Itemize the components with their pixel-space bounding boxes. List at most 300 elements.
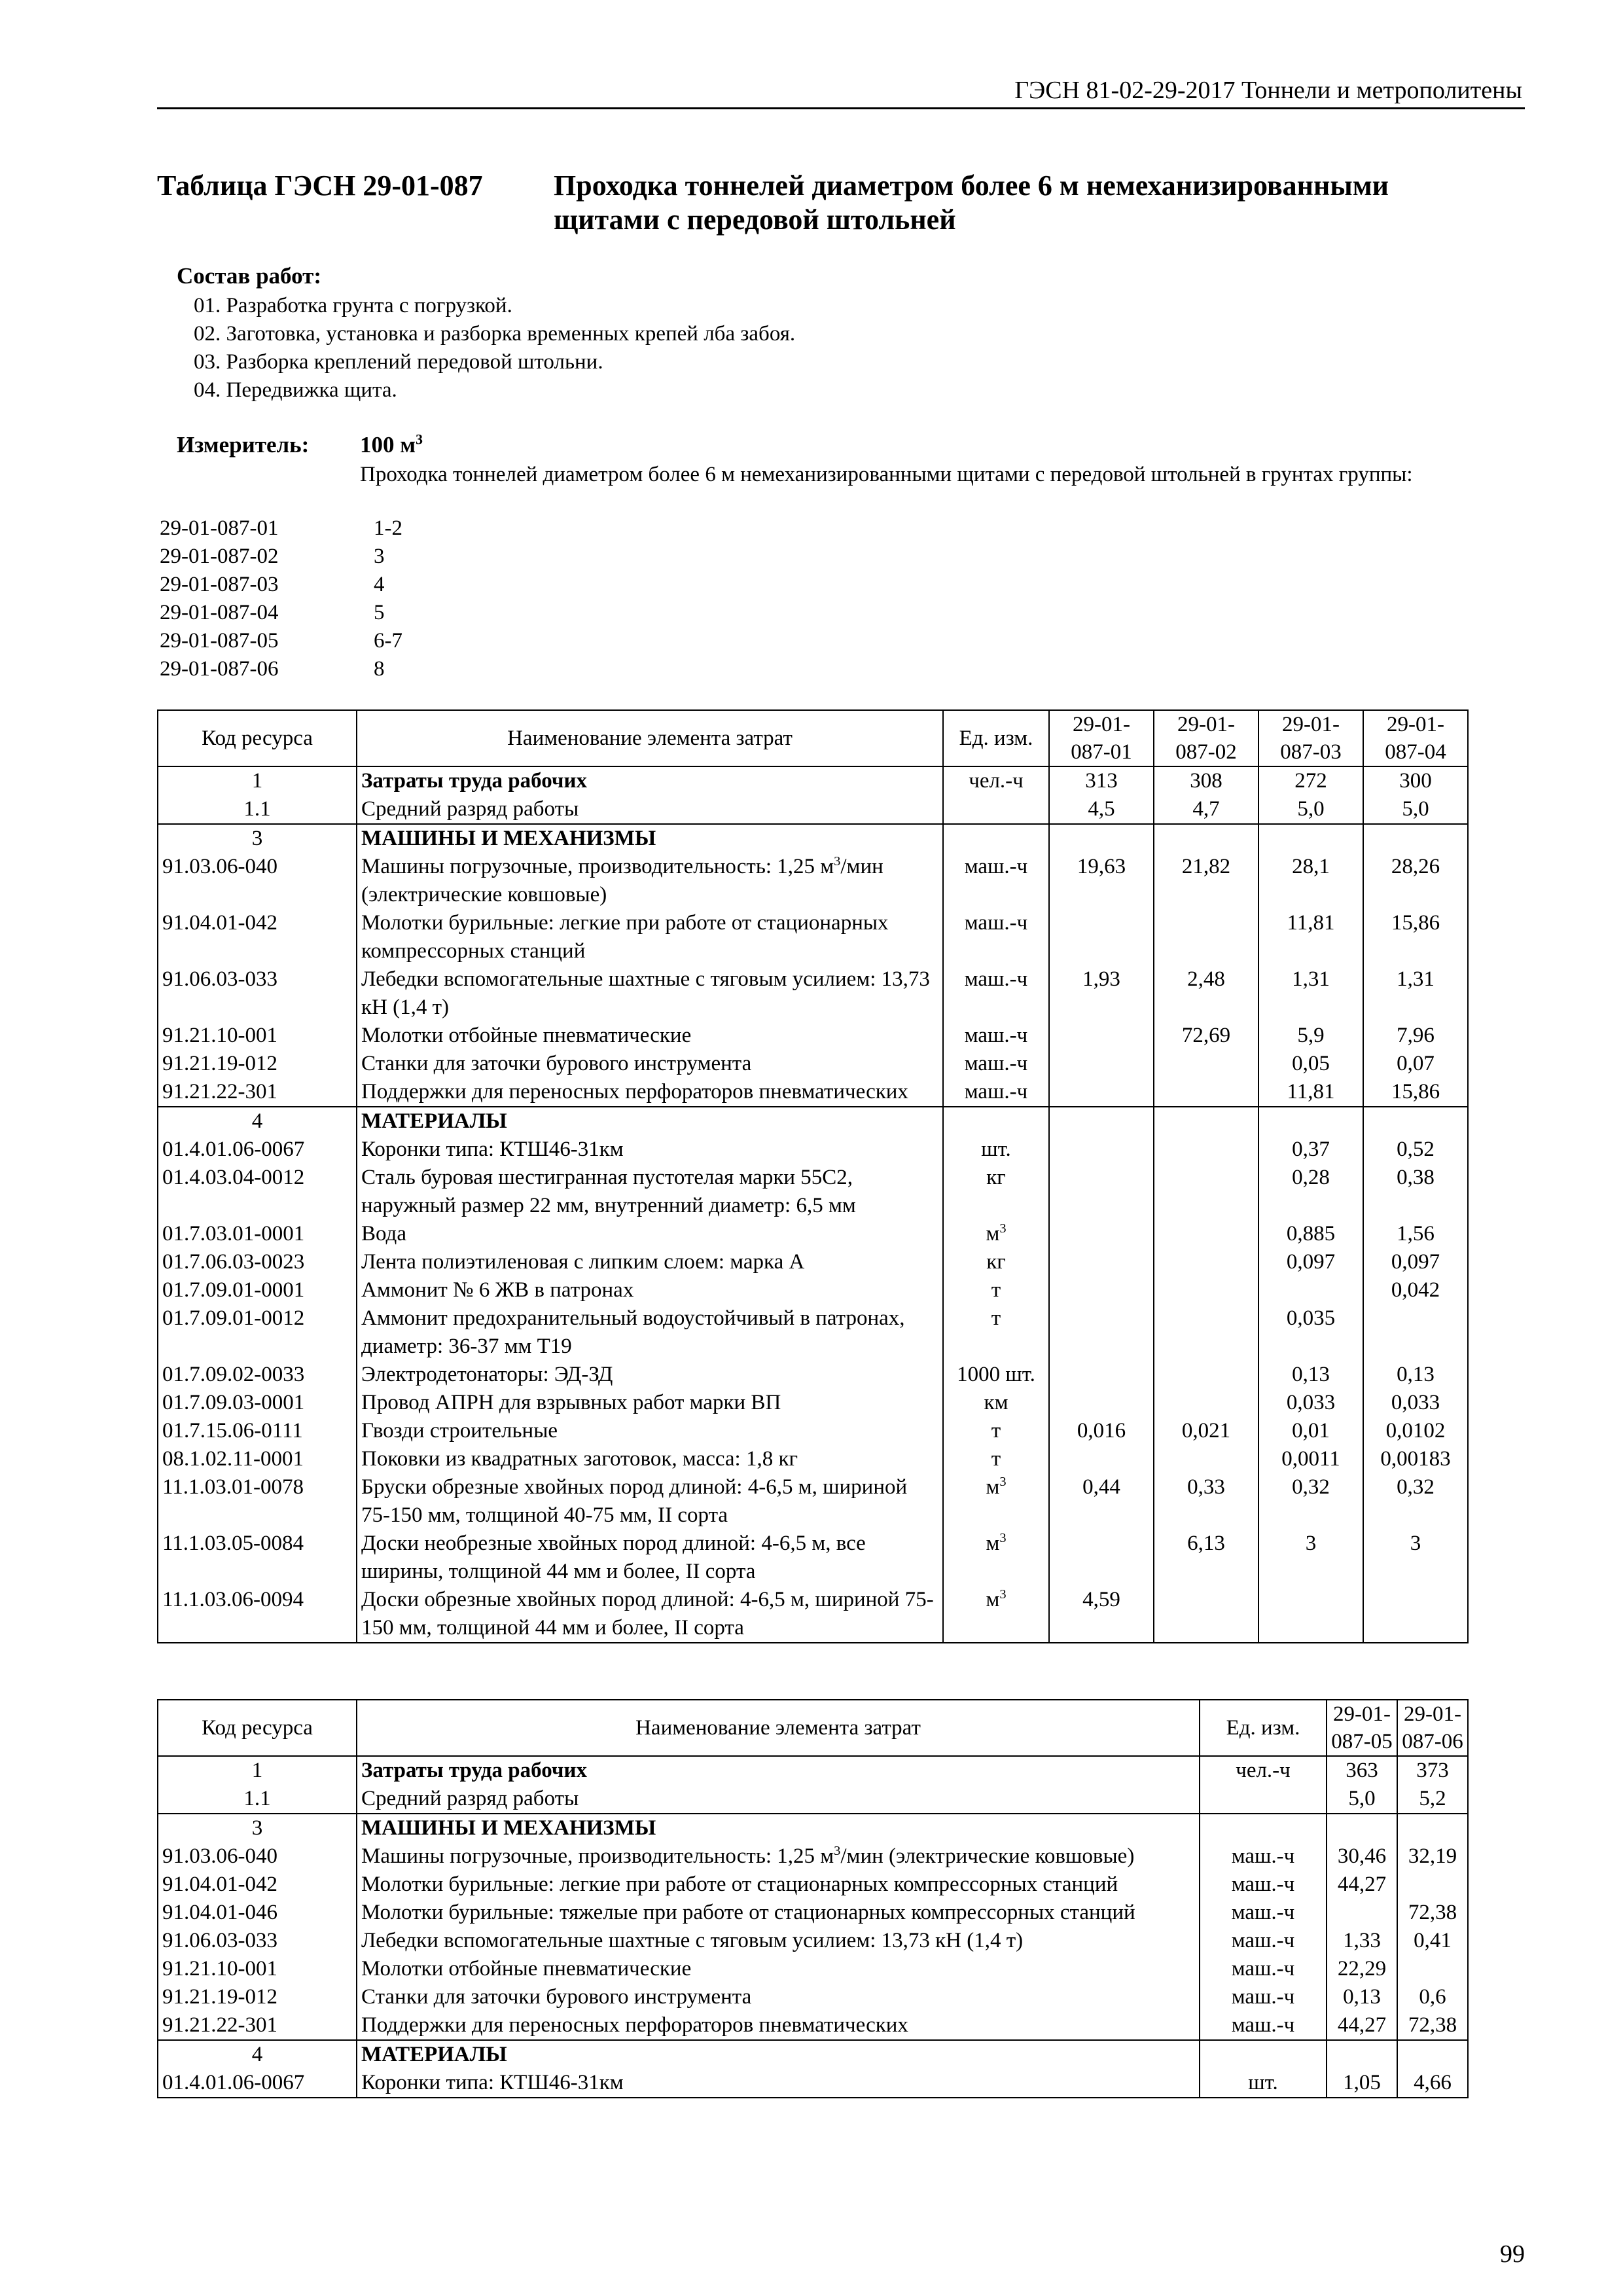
resource-value bbox=[1049, 1136, 1154, 1164]
resource-value: 15,86 bbox=[1363, 909, 1468, 965]
table-row bbox=[158, 1927, 1468, 1955]
table-row bbox=[158, 1983, 1468, 2011]
measure-label: Измеритель: bbox=[177, 432, 310, 457]
resource-code: 01.7.09.02-0033 bbox=[158, 1361, 357, 1389]
soil-group: 4 bbox=[374, 573, 385, 596]
table-row bbox=[158, 1785, 1468, 1814]
header-col: 29-01-087-03 bbox=[1258, 710, 1363, 766]
resource-name: Коронки типа: КТШ46-31км bbox=[357, 2069, 1200, 2098]
code-id: 29-01-087-01 bbox=[160, 516, 279, 540]
resource-name: Лента полиэтиленовая с липким слоем: марка А bbox=[357, 1248, 943, 1276]
resource-name: Гвозди строительные bbox=[357, 1417, 943, 1445]
table-row bbox=[158, 2069, 1468, 2098]
page-number: 99 bbox=[1500, 2240, 1525, 2268]
table-row bbox=[158, 1445, 1468, 1473]
resource-unit: кг bbox=[943, 1248, 1049, 1276]
resource-code: 01.7.15.06-0111 bbox=[158, 1417, 357, 1445]
table-row bbox=[158, 1164, 1468, 1220]
resource-value bbox=[1397, 2040, 1468, 2069]
resource-value: 4,5 bbox=[1049, 795, 1154, 824]
works-heading: Состав работ: bbox=[177, 263, 321, 289]
table-row bbox=[158, 1304, 1468, 1361]
resource-code: 01.7.09.01-0001 bbox=[158, 1276, 357, 1304]
resource-unit: шт. bbox=[1200, 2069, 1327, 2098]
resource-value: 0,016 bbox=[1049, 1417, 1154, 1445]
table-row bbox=[158, 1220, 1468, 1248]
resource-value: 0,37 bbox=[1258, 1136, 1363, 1164]
header-unit: Ед. изм. bbox=[943, 710, 1049, 766]
resource-name: Поддержки для переносных перфораторов пневматических bbox=[357, 2011, 1200, 2040]
resource-value bbox=[1049, 1050, 1154, 1078]
resource-code: 4 bbox=[158, 2040, 357, 2069]
header-name: Наименование элемента затрат bbox=[357, 1700, 1200, 1756]
resource-value bbox=[1154, 1220, 1258, 1248]
resource-name: МАШИНЫ И МЕХАНИЗМЫ bbox=[357, 824, 943, 853]
table-row bbox=[158, 1871, 1468, 1899]
resource-code: 1 bbox=[158, 766, 357, 795]
header-code: Код ресурса bbox=[158, 1700, 357, 1756]
resource-value: 44,27 bbox=[1327, 1871, 1397, 1899]
resource-value bbox=[1049, 1276, 1154, 1304]
resource-value bbox=[1327, 2040, 1397, 2069]
resource-value bbox=[1363, 1586, 1468, 1643]
resource-value bbox=[1363, 1304, 1468, 1361]
table-title: Проходка тоннелей диаметром более 6 м немеханизированными щитами с передовой штольней bbox=[554, 170, 1389, 236]
header-col: 29-01-087-02 bbox=[1154, 710, 1258, 766]
resource-name: Поддержки для переносных перфораторов пневматических bbox=[357, 1078, 943, 1107]
resource-value: 72,38 bbox=[1397, 1899, 1468, 1927]
resource-value: 5,9 bbox=[1258, 1022, 1363, 1050]
table-row bbox=[158, 1814, 1468, 1842]
code-id: 29-01-087-03 bbox=[160, 573, 279, 596]
resource-code: 08.1.02.11-0001 bbox=[158, 1445, 357, 1473]
resource-value bbox=[1049, 1304, 1154, 1361]
table-row bbox=[158, 1050, 1468, 1078]
resource-name: Станки для заточки бурового инструмента bbox=[357, 1050, 943, 1078]
resource-code: 3 bbox=[158, 824, 357, 853]
code-row bbox=[160, 627, 402, 655]
resource-unit bbox=[1200, 1785, 1327, 1814]
resource-value bbox=[1154, 1304, 1258, 1361]
resource-value bbox=[1327, 1899, 1397, 1927]
resource-value: 0,33 bbox=[1154, 1473, 1258, 1530]
resource-value: 0,0011 bbox=[1258, 1445, 1363, 1473]
resource-value: 4,7 bbox=[1154, 795, 1258, 824]
resource-value: 1,31 bbox=[1363, 965, 1468, 1022]
table-row bbox=[158, 1417, 1468, 1445]
table-row bbox=[158, 909, 1468, 965]
resource-name: Провод АПРН для взрывных работ марки ВП bbox=[357, 1389, 943, 1417]
resource-value bbox=[1154, 1276, 1258, 1304]
table-row bbox=[158, 1756, 1468, 1785]
table-row bbox=[158, 1078, 1468, 1107]
resource-code: 91.21.22-301 bbox=[158, 2011, 357, 2040]
table-row bbox=[158, 766, 1468, 795]
resource-unit: маш.-ч bbox=[943, 909, 1049, 965]
resource-value bbox=[1258, 1107, 1363, 1136]
resource-value: 11,81 bbox=[1258, 1078, 1363, 1107]
resource-value bbox=[1049, 1164, 1154, 1220]
resource-value: 4,59 bbox=[1049, 1586, 1154, 1643]
resource-value bbox=[1154, 1164, 1258, 1220]
resource-value: 5,0 bbox=[1363, 795, 1468, 824]
resource-unit bbox=[943, 824, 1049, 853]
resource-value bbox=[1154, 1445, 1258, 1473]
resource-value bbox=[1363, 824, 1468, 853]
table-row bbox=[158, 2011, 1468, 2040]
resource-value: 5,0 bbox=[1327, 1785, 1397, 1814]
resource-unit: т bbox=[943, 1417, 1049, 1445]
resource-unit bbox=[1200, 1814, 1327, 1842]
resource-value: 0,0102 bbox=[1363, 1417, 1468, 1445]
resource-unit: маш.-ч bbox=[943, 1022, 1049, 1050]
measure-description: Проходка тоннелей диаметром более 6 м немеханизированными щитами с передовой штольней в грунтах группы: bbox=[360, 463, 1413, 486]
resource-code: 91.06.03-033 bbox=[158, 965, 357, 1022]
resource-value: 1,05 bbox=[1327, 2069, 1397, 2098]
table-row bbox=[158, 795, 1468, 824]
table-row bbox=[158, 1530, 1468, 1586]
resource-name: Машины погрузочные, производительность: 1,25 $м^3$/мин (электрические ковшовые) bbox=[357, 1842, 1200, 1871]
resource-unit: 1000 шт. bbox=[943, 1361, 1049, 1389]
table-row bbox=[158, 1899, 1468, 1927]
resource-name: Электродетонаторы: ЭД-ЗД bbox=[357, 1361, 943, 1389]
table-row bbox=[158, 1022, 1468, 1050]
resource-name: Молотки бурильные: тяжелые при работе от стационарных компрессорных станций bbox=[357, 1899, 1200, 1927]
resource-code: 11.1.03.06-0094 bbox=[158, 1586, 357, 1643]
code-row bbox=[160, 514, 402, 543]
resource-value: 0,13 bbox=[1363, 1361, 1468, 1389]
table-row bbox=[158, 1276, 1468, 1304]
resource-value: 300 bbox=[1363, 766, 1468, 795]
resource-value: 0,13 bbox=[1258, 1361, 1363, 1389]
resource-name: МАТЕРИАЛЫ bbox=[357, 1107, 943, 1136]
resource-value bbox=[1049, 824, 1154, 853]
resource-value: 11,81 bbox=[1258, 909, 1363, 965]
resource-value bbox=[1258, 1586, 1363, 1643]
table-row bbox=[158, 1842, 1468, 1871]
resource-value: 28,1 bbox=[1258, 853, 1363, 909]
resource-name: Затраты труда рабочих bbox=[357, 766, 943, 795]
resource-unit bbox=[943, 1107, 1049, 1136]
resource-name: Аммонит № 6 ЖВ в патронах bbox=[357, 1276, 943, 1304]
resource-code: 1.1 bbox=[158, 1785, 357, 1814]
resource-value: 19,63 bbox=[1049, 853, 1154, 909]
resource-code: 91.21.19-012 bbox=[158, 1983, 357, 2011]
header-divider bbox=[157, 107, 1525, 109]
resource-name: Молотки бурильные: легкие при работе от стационарных компрессорных станций bbox=[357, 1871, 1200, 1899]
resource-name: Поковки из квадратных заготовок, масса: 1,8 кг bbox=[357, 1445, 943, 1473]
resource-code: 01.4.01.06-0067 bbox=[158, 2069, 357, 2098]
resource-unit: маш.-ч bbox=[1200, 1871, 1327, 1899]
resource-unit: $м^3$ bbox=[943, 1220, 1049, 1248]
resource-name: Станки для заточки бурового инструмента bbox=[357, 1983, 1200, 2011]
resource-value: 30,46 bbox=[1327, 1842, 1397, 1871]
resource-name: Лебедки вспомогательные шахтные с тяговым усилием: 13,73 кН (1,4 т) bbox=[357, 965, 943, 1022]
soil-group: 8 bbox=[374, 657, 385, 681]
measure-unit: 100 $м^3$ bbox=[360, 431, 423, 457]
resource-value: 0,38 bbox=[1363, 1164, 1468, 1220]
resource-value: 363 bbox=[1327, 1756, 1397, 1785]
resource-unit: маш.-ч bbox=[1200, 1955, 1327, 1983]
resource-value bbox=[1154, 1389, 1258, 1417]
resource-code: 11.1.03.05-0084 bbox=[158, 1530, 357, 1586]
resource-unit: маш.-ч bbox=[1200, 2011, 1327, 2040]
resource-value: 7,96 bbox=[1363, 1022, 1468, 1050]
resource-value: 4,66 bbox=[1397, 2069, 1468, 2098]
resource-table-1 bbox=[157, 709, 1469, 1643]
resource-value: 0,097 bbox=[1258, 1248, 1363, 1276]
table-row bbox=[158, 1248, 1468, 1276]
resource-value: 0,097 bbox=[1363, 1248, 1468, 1276]
code-id: 29-01-087-02 bbox=[160, 545, 279, 568]
resource-unit: т bbox=[943, 1445, 1049, 1473]
table-row bbox=[158, 1361, 1468, 1389]
table-row bbox=[158, 1389, 1468, 1417]
table-row bbox=[158, 853, 1468, 909]
resource-value: 1,31 bbox=[1258, 965, 1363, 1022]
resource-value: 5,0 bbox=[1258, 795, 1363, 824]
header-unit: Ед. изм. bbox=[1200, 1700, 1327, 1756]
resource-code: 01.7.03.01-0001 bbox=[158, 1220, 357, 1248]
resource-unit: чел.-ч bbox=[1200, 1756, 1327, 1785]
code-row bbox=[160, 599, 385, 627]
resource-name: Вода bbox=[357, 1220, 943, 1248]
resource-value bbox=[1154, 1078, 1258, 1107]
resource-value: 0,07 bbox=[1363, 1050, 1468, 1078]
resource-name: Бруски обрезные хвойных пород длиной: 4-6,5 м, шириной 75-150 мм, толщиной 40-75 мм, II сорта bbox=[357, 1473, 943, 1530]
resource-unit: т bbox=[943, 1304, 1049, 1361]
resource-value bbox=[1397, 1814, 1468, 1842]
resource-value: 373 bbox=[1397, 1756, 1468, 1785]
resource-unit: маш.-ч bbox=[943, 1050, 1049, 1078]
resource-value: 313 bbox=[1049, 766, 1154, 795]
resource-value: 32,19 bbox=[1397, 1842, 1468, 1871]
resource-unit bbox=[943, 795, 1049, 824]
work-item: 01. Разработка грунта с погрузкой. bbox=[194, 294, 512, 317]
resource-value: 6,13 bbox=[1154, 1530, 1258, 1586]
code-id: 29-01-087-06 bbox=[160, 657, 279, 681]
work-item: 03. Разборка креплений передовой штольни. bbox=[194, 350, 603, 374]
resource-name: Молотки отбойные пневматические bbox=[357, 1955, 1200, 1983]
header-col: 29-01-087-04 bbox=[1363, 710, 1468, 766]
resource-code: 91.21.10-001 bbox=[158, 1955, 357, 1983]
table-row bbox=[158, 1955, 1468, 1983]
resource-value bbox=[1049, 1220, 1154, 1248]
resource-code: 91.04.01-042 bbox=[158, 1871, 357, 1899]
resource-code: 1.1 bbox=[158, 795, 357, 824]
resource-value bbox=[1363, 1107, 1468, 1136]
resource-unit: маш.-ч bbox=[1200, 1899, 1327, 1927]
resource-code: 91.21.22-301 bbox=[158, 1078, 357, 1107]
resource-value bbox=[1154, 1361, 1258, 1389]
resource-value bbox=[1327, 1814, 1397, 1842]
resource-code: 11.1.03.01-0078 bbox=[158, 1473, 357, 1530]
table-row bbox=[158, 1107, 1468, 1136]
code-id: 29-01-087-05 bbox=[160, 629, 279, 653]
header-name: Наименование элемента затрат bbox=[357, 710, 943, 766]
code-id: 29-01-087-04 bbox=[160, 601, 279, 624]
resource-value: 0,033 bbox=[1363, 1389, 1468, 1417]
resource-value: 1,93 bbox=[1049, 965, 1154, 1022]
resource-name: Молотки отбойные пневматические bbox=[357, 1022, 943, 1050]
resource-value: 15,86 bbox=[1363, 1078, 1468, 1107]
resource-name: Средний разряд работы bbox=[357, 795, 943, 824]
table-row bbox=[158, 824, 1468, 853]
resource-code: 01.7.09.03-0001 bbox=[158, 1389, 357, 1417]
resource-code: 91.21.10-001 bbox=[158, 1022, 357, 1050]
resource-unit: маш.-ч bbox=[1200, 1842, 1327, 1871]
works-list bbox=[194, 292, 795, 404]
resource-value: 0,885 bbox=[1258, 1220, 1363, 1248]
resource-value bbox=[1154, 1136, 1258, 1164]
resource-value bbox=[1258, 1276, 1363, 1304]
table-row bbox=[158, 965, 1468, 1022]
soil-group: 1-2 bbox=[374, 516, 402, 540]
resource-unit: кг bbox=[943, 1164, 1049, 1220]
resource-value bbox=[1049, 1078, 1154, 1107]
resource-value: 0,13 bbox=[1327, 1983, 1397, 2011]
resource-value: 0,41 bbox=[1397, 1927, 1468, 1955]
resource-name: Затраты труда рабочих bbox=[357, 1756, 1200, 1785]
resource-value: 0,6 bbox=[1397, 1983, 1468, 2011]
resource-code: 01.4.03.04-0012 bbox=[158, 1164, 357, 1220]
resource-name: Машины погрузочные, производительность: 1,25 $м^3$/мин (электрические ковшовые) bbox=[357, 853, 943, 909]
header-code: Код ресурса bbox=[158, 710, 357, 766]
soil-group: 3 bbox=[374, 545, 385, 568]
resource-value bbox=[1397, 1955, 1468, 1983]
resource-name: Аммонит предохранительный водоустойчивый в патронах, диаметр: 36-37 мм Т19 bbox=[357, 1304, 943, 1361]
resource-value: 272 bbox=[1258, 766, 1363, 795]
resource-name: Молотки бурильные: легкие при работе от стационарных компрессорных станций bbox=[357, 909, 943, 965]
resource-name: МАТЕРИАЛЫ bbox=[357, 2040, 1200, 2069]
resource-value: 0,05 bbox=[1258, 1050, 1363, 1078]
resource-unit: чел.-ч bbox=[943, 766, 1049, 795]
code-list bbox=[160, 514, 402, 683]
resource-value bbox=[1154, 1586, 1258, 1643]
resource-value: 72,69 bbox=[1154, 1022, 1258, 1050]
resource-value: 0,44 bbox=[1049, 1473, 1154, 1530]
resource-code: 01.7.09.01-0012 bbox=[158, 1304, 357, 1361]
resource-value: 21,82 bbox=[1154, 853, 1258, 909]
resource-value: 0,021 bbox=[1154, 1417, 1258, 1445]
resource-value bbox=[1049, 1107, 1154, 1136]
running-header: ГЭСН 81-02-29-2017 Тоннели и метрополитены bbox=[1014, 77, 1522, 104]
resource-value: 0,01 bbox=[1258, 1417, 1363, 1445]
resource-name: МАШИНЫ И МЕХАНИЗМЫ bbox=[357, 1814, 1200, 1842]
resource-unit: маш.-ч bbox=[943, 853, 1049, 909]
soil-group: 5 bbox=[374, 601, 385, 624]
resource-unit: т bbox=[943, 1276, 1049, 1304]
resource-name: Доски необрезные хвойных пород длиной: 4-6,5 м, все ширины, толщиной 44 мм и более, II сорта bbox=[357, 1530, 943, 1586]
header-col: 29-01-087-01 bbox=[1049, 710, 1154, 766]
resource-unit: км bbox=[943, 1389, 1049, 1417]
resource-value: 0,00183 bbox=[1363, 1445, 1468, 1473]
header-col: 29-01-087-06 bbox=[1397, 1700, 1468, 1756]
resource-value: 0,32 bbox=[1258, 1473, 1363, 1530]
resource-value: 0,28 bbox=[1258, 1164, 1363, 1220]
table-code: Таблица ГЭСН 29-01-087 bbox=[157, 170, 483, 202]
resource-unit bbox=[1200, 2040, 1327, 2069]
resource-value: 44,27 bbox=[1327, 2011, 1397, 2040]
resource-value: 3 bbox=[1363, 1530, 1468, 1586]
work-item: 02. Заготовка, установка и разборка временных крепей лба забоя. bbox=[194, 322, 796, 346]
resource-value bbox=[1049, 1389, 1154, 1417]
resource-value bbox=[1258, 824, 1363, 853]
resource-value bbox=[1049, 1022, 1154, 1050]
header-col: 29-01-087-05 bbox=[1327, 1700, 1397, 1756]
resource-value: 1,33 bbox=[1327, 1927, 1397, 1955]
code-row bbox=[160, 655, 385, 683]
resource-value: 308 bbox=[1154, 766, 1258, 795]
resource-name: Лебедки вспомогательные шахтные с тяговым усилием: 13,73 кН (1,4 т) bbox=[357, 1927, 1200, 1955]
table-row bbox=[158, 1136, 1468, 1164]
resource-code: 3 bbox=[158, 1814, 357, 1842]
resource-code: 91.03.06-040 bbox=[158, 853, 357, 909]
resource-value bbox=[1154, 1248, 1258, 1276]
resource-value: 3 bbox=[1258, 1530, 1363, 1586]
resource-unit: шт. bbox=[943, 1136, 1049, 1164]
resource-value bbox=[1049, 909, 1154, 965]
resource-code: 91.04.01-042 bbox=[158, 909, 357, 965]
resource-value: 72,38 bbox=[1397, 2011, 1468, 2040]
resource-value bbox=[1049, 1445, 1154, 1473]
resource-unit: $м^3$ bbox=[943, 1586, 1049, 1643]
resource-unit: $м^3$ bbox=[943, 1530, 1049, 1586]
resource-value: 0,32 bbox=[1363, 1473, 1468, 1530]
resource-unit: маш.-ч bbox=[1200, 1983, 1327, 2011]
resource-value bbox=[1154, 824, 1258, 853]
resource-unit: $м^3$ bbox=[943, 1473, 1049, 1530]
resource-name: Доски обрезные хвойных пород длиной: 4-6,5 м, шириной 75-150 мм, толщиной 44 мм и более, II сорта bbox=[357, 1586, 943, 1643]
resource-code: 01.7.06.03-0023 bbox=[158, 1248, 357, 1276]
resource-value bbox=[1049, 1248, 1154, 1276]
resource-value: 1,56 bbox=[1363, 1220, 1468, 1248]
code-row bbox=[160, 571, 385, 599]
resource-table-2 bbox=[157, 1699, 1469, 2098]
resource-name: Средний разряд работы bbox=[357, 1785, 1200, 1814]
table-row bbox=[158, 1473, 1468, 1530]
resource-value: 5,2 bbox=[1397, 1785, 1468, 1814]
resource-unit: маш.-ч bbox=[1200, 1927, 1327, 1955]
table-row bbox=[158, 1586, 1468, 1643]
resource-code: 91.21.19-012 bbox=[158, 1050, 357, 1078]
resource-code: 4 bbox=[158, 1107, 357, 1136]
resource-value bbox=[1049, 1361, 1154, 1389]
resource-value: 0,035 bbox=[1258, 1304, 1363, 1361]
resource-unit: маш.-ч bbox=[943, 1078, 1049, 1107]
code-row bbox=[160, 543, 385, 571]
resource-value: 2,48 bbox=[1154, 965, 1258, 1022]
resource-value: 28,26 bbox=[1363, 853, 1468, 909]
resource-unit: маш.-ч bbox=[943, 965, 1049, 1022]
resource-code: 91.06.03-033 bbox=[158, 1927, 357, 1955]
resource-code: 01.4.01.06-0067 bbox=[158, 1136, 357, 1164]
resource-value: 0,52 bbox=[1363, 1136, 1468, 1164]
resource-value bbox=[1154, 909, 1258, 965]
resource-name: Коронки типа: КТШ46-31км bbox=[357, 1136, 943, 1164]
resource-code: 1 bbox=[158, 1756, 357, 1785]
resource-value: 22,29 bbox=[1327, 1955, 1397, 1983]
table-row bbox=[158, 2040, 1468, 2069]
resource-value bbox=[1154, 1050, 1258, 1078]
resource-value: 0,033 bbox=[1258, 1389, 1363, 1417]
work-item: 04. Передвижка щита. bbox=[194, 378, 397, 402]
resource-value bbox=[1049, 1530, 1154, 1586]
resource-value bbox=[1154, 1107, 1258, 1136]
resource-name: Сталь буровая шестигранная пустотелая марки 55С2, наружный размер 22 мм, внутренний диаметр: 6,5 мм bbox=[357, 1164, 943, 1220]
soil-group: 6-7 bbox=[374, 629, 402, 653]
resource-code: 91.04.01-046 bbox=[158, 1899, 357, 1927]
